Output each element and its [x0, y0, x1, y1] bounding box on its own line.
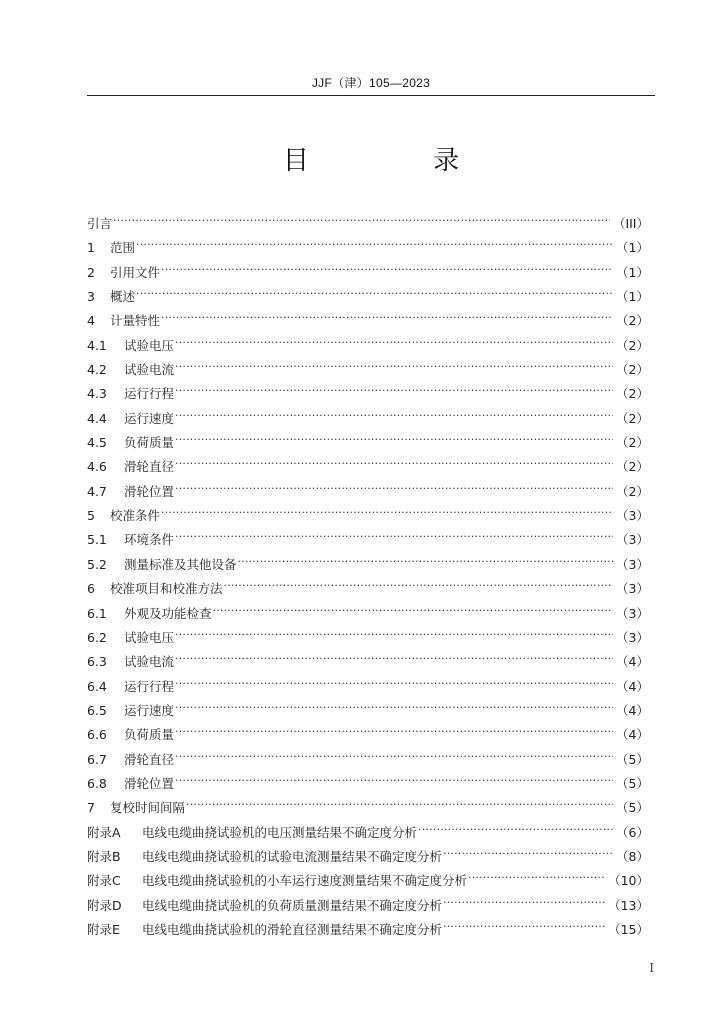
toc-entry-page: （3） [616, 629, 649, 645]
toc-dot-leader [113, 204, 610, 228]
toc-entry[interactable] [87, 253, 649, 280]
toc-dot-leader [175, 691, 613, 715]
toc-entry-title: 引用文件 [110, 264, 161, 280]
toc-entry-page: （III） [612, 216, 649, 231]
toc-entry-number: 5 [87, 508, 95, 524]
toc-entry-page: （1） [616, 240, 649, 256]
toc-entry-number: 6.5 [87, 702, 107, 718]
toc-entry[interactable] [87, 228, 649, 256]
toc-entry-title: 运行速度 [124, 410, 175, 426]
toc-entry-title: 计量特性 [110, 313, 161, 329]
toc-entry-number: 4 [87, 313, 95, 329]
toc-entry-page: （2） [616, 410, 649, 426]
toc-entry-page: （4） [616, 702, 649, 718]
toc-dot-leader [175, 326, 613, 350]
toc-entry-page: （3） [616, 556, 649, 572]
toc-entry-title: 校准项目和校准方法 [110, 581, 223, 597]
toc-entry-page: （2） [616, 337, 649, 353]
toc-entry-title: 范围 [110, 240, 136, 256]
toc-entry-page: （5） [616, 800, 649, 816]
toc-dot-leader [175, 423, 613, 447]
toc-entry-title: 滑轮位置 [124, 775, 175, 791]
toc-entry-number: 附录B [87, 848, 121, 864]
toc-dot-leader [175, 447, 613, 471]
toc-entry-page: （6） [616, 824, 649, 840]
toc-entry-number: 6 [87, 581, 95, 597]
toc-entry-number: 附录E [87, 921, 120, 937]
toc-entry-page: （3） [616, 581, 649, 597]
toc-entry-number: 4.5 [87, 435, 107, 451]
toc-entry-page: （2） [616, 362, 649, 378]
toc-dot-leader [238, 545, 614, 569]
toc-dot-leader [175, 715, 613, 739]
toc-entry[interactable] [87, 204, 649, 231]
toc-entry-title: 电线电缆曲挠试验机的负荷质量测量结果不确定度分析 [142, 897, 443, 913]
toc-entry[interactable] [87, 301, 649, 329]
toc-dot-leader [418, 813, 613, 837]
toc-entry-number: 4.7 [87, 483, 107, 499]
toc-dot-leader [175, 399, 613, 423]
toc-dot-leader [175, 472, 613, 496]
toc-dot-leader [175, 667, 613, 691]
toc-entry-number: 6.1 [87, 605, 107, 621]
page-number: I [649, 961, 654, 975]
toc-entry-page: （15） [608, 921, 649, 937]
toc-entry-page: （1） [616, 264, 649, 280]
toc-dot-leader [443, 886, 605, 910]
toc-dot-leader [161, 496, 613, 520]
table-of-contents [87, 204, 649, 937]
toc-entry-page: （8） [616, 848, 649, 864]
toc-entry-title: 环境条件 [124, 532, 175, 548]
toc-dot-leader [468, 861, 605, 885]
toc-entry-page: （4） [616, 727, 649, 743]
toc-entry-number: 6.2 [87, 629, 107, 645]
toc-dot-leader [175, 374, 613, 398]
toc-entry-title: 运行行程 [124, 678, 175, 694]
toc-entry-number: 5.1 [87, 532, 107, 548]
toc-entry-page: （5） [616, 751, 649, 767]
toc-entry-title: 负荷质量 [124, 727, 175, 743]
toc-entry-title: 复校时间间隔 [110, 800, 186, 816]
header-divider [87, 95, 655, 96]
toc-entry-title: 外观及功能检查 [124, 605, 212, 621]
toc-entry-title: 概述 [110, 289, 136, 305]
toc-entry-number: 4.6 [87, 459, 107, 475]
toc-entry-number: 4.3 [87, 386, 107, 402]
toc-entry-page: （2） [616, 459, 649, 475]
toc-entry[interactable] [87, 277, 649, 305]
toc-entry[interactable] [87, 326, 649, 353]
toc-entry[interactable] [87, 520, 649, 548]
toc-entry-title: 滑轮位置 [124, 483, 175, 499]
toc-entry-title: 运行行程 [124, 386, 175, 402]
toc-entry-page: （13） [608, 897, 649, 913]
toc-dot-leader [175, 350, 613, 374]
toc-dot-leader [213, 594, 614, 618]
toc-dot-leader [136, 228, 613, 252]
toc-dot-leader [161, 301, 613, 325]
toc-entry-page: （5） [616, 775, 649, 791]
toc-entry-page: （4） [616, 678, 649, 694]
toc-entry-number: 7 [87, 800, 95, 816]
toc-entry-number: 附录C [87, 873, 121, 889]
toc-entry-page: （3） [616, 605, 649, 621]
toc-entry-number: 3 [87, 289, 95, 305]
toc-entry-page: （1） [616, 289, 649, 305]
toc-entry-title: 引言 [87, 216, 113, 231]
toc-dot-leader [186, 788, 613, 812]
toc-entry-page: （3） [616, 508, 649, 524]
toc-entry-page: （3） [616, 532, 649, 548]
toc-entry-title: 测量标准及其他设备 [124, 556, 237, 572]
toc-entry-number: 4.1 [87, 337, 107, 353]
toc-dot-leader [443, 837, 613, 861]
toc-dot-leader [175, 618, 613, 642]
toc-entry-title: 试验电压 [124, 337, 175, 353]
toc-title: 目 录 [282, 146, 518, 176]
toc-entry-title: 试验电压 [124, 629, 175, 645]
toc-entry-page: （4） [616, 654, 649, 670]
toc-entry-number: 6.6 [87, 727, 107, 743]
toc-entry-number: 4.4 [87, 410, 107, 426]
toc-entry-page: （2） [616, 313, 649, 329]
toc-entry-number: 2 [87, 264, 95, 280]
toc-dot-leader [224, 569, 614, 593]
toc-entry-title: 电线电缆曲挠试验机的小车运行速度测量结果不确定度分析 [142, 873, 468, 889]
toc-entry-title: 电线电缆曲挠试验机的电压测量结果不确定度分析 [142, 824, 418, 840]
document-code-header: JJF（津）105—2023 [311, 76, 431, 90]
toc-entry-title: 电线电缆曲挠试验机的试验电流测量结果不确定度分析 [142, 848, 443, 864]
toc-entry-title: 滑轮直径 [124, 459, 175, 475]
toc-entry-title: 运行速度 [124, 702, 175, 718]
toc-entry-title: 电线电缆曲挠试验机的滑轮直径测量结果不确定度分析 [142, 921, 443, 937]
toc-entry-page: （2） [616, 483, 649, 499]
toc-entry-number: 6.3 [87, 654, 107, 670]
toc-entry-title: 负荷质量 [124, 435, 175, 451]
toc-entry-number: 1 [87, 240, 95, 256]
toc-entry[interactable] [87, 496, 649, 524]
toc-entry-title: 滑轮直径 [124, 751, 175, 767]
toc-entry-number: 6.7 [87, 751, 107, 767]
toc-entry-title: 校准条件 [110, 508, 161, 524]
toc-entry-number: 6.8 [87, 775, 107, 791]
toc-dot-leader [175, 642, 613, 666]
toc-entry-title: 试验电流 [124, 654, 175, 670]
toc-dot-leader [175, 520, 613, 544]
toc-entry-title: 试验电流 [124, 362, 175, 378]
toc-entry-number: 附录A [87, 824, 121, 840]
toc-entry-number: 附录D [87, 897, 122, 913]
toc-dot-leader [175, 764, 613, 788]
toc-entry-page: （2） [616, 386, 649, 402]
toc-entry-number: 4.2 [87, 362, 107, 378]
toc-dot-leader [161, 253, 613, 277]
toc-dot-leader [443, 910, 605, 934]
toc-entry-number: 6.4 [87, 678, 107, 694]
toc-entry-page: （10） [608, 873, 649, 889]
toc-entry-page: （2） [616, 435, 649, 451]
toc-dot-leader [136, 277, 613, 301]
toc-dot-leader [175, 740, 613, 764]
toc-entry-number: 5.2 [87, 556, 107, 572]
